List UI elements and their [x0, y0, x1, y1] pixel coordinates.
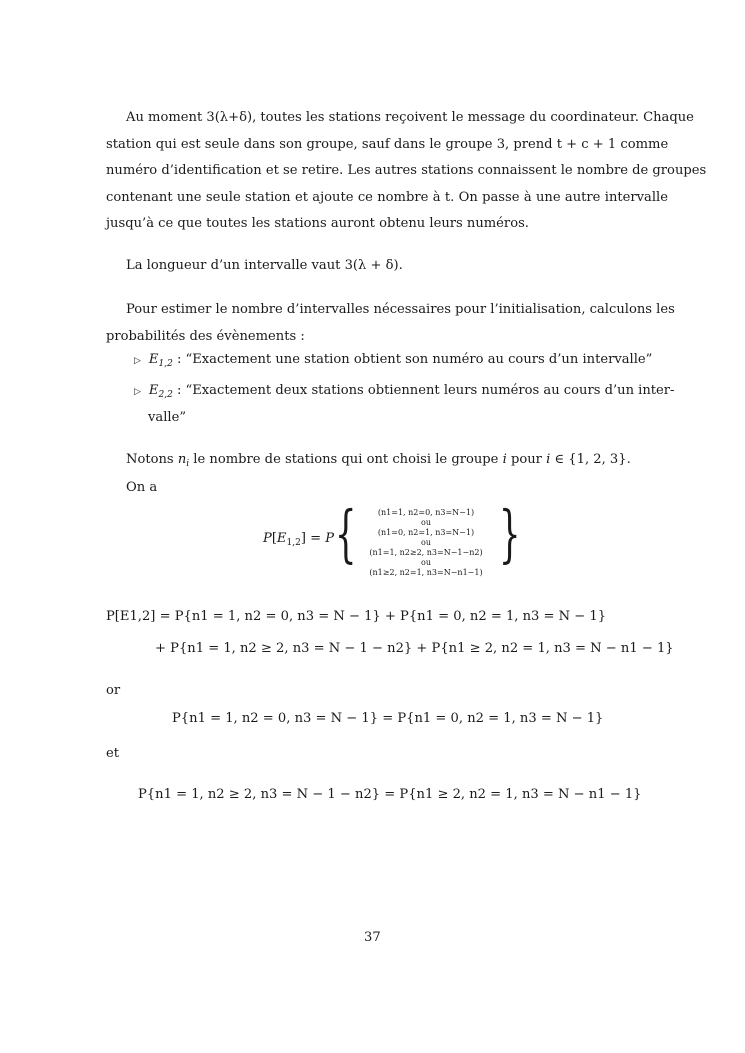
case-row: (n1=1, n2=0, n3=N−1)	[377, 508, 475, 517]
paragraph-line: Pour estimer le nombre d’intervalles nécessaires pour l’initialisation, calculons les	[126, 302, 675, 317]
equation-cases	[352, 508, 500, 578]
paragraph-interval-length: La longueur d’un intervalle vaut 3(λ + δ).	[126, 258, 403, 273]
case-separator: ou	[421, 538, 431, 547]
case-row: (n1≥2, n2=1, n3=N−n1−1)	[369, 568, 483, 577]
right-brace-icon: }	[498, 497, 521, 570]
word-et: et	[106, 746, 120, 761]
bullet-text: : “Exactement une station obtient son numéro au cours d’un intervalle”	[172, 352, 653, 367]
case-separator: ou	[421, 558, 431, 567]
paragraph-line: probabilités des évènements :	[106, 328, 305, 344]
equation-lhs: $P[E_{1,2}] = P$	[263, 531, 335, 548]
equation-expansion-line1: P[E1,2] = P{n1 = 1, n2 = 0, n3 = N − 1} + P{n1 = 0, n2 = 1, n3 = N − 1}	[106, 609, 607, 624]
paragraph-line: Au moment 3(λ+δ), toutes les stations reçoivent le message du coordinateur. Chaque	[126, 110, 694, 125]
event-label: $E_{1,2}$	[148, 352, 173, 369]
page-number: 37	[364, 930, 381, 945]
word-or: or	[106, 683, 121, 698]
equation-expansion-line2: + P{n1 = 1, n2 ≥ 2, n3 = N − 1 − n2} + P{n1 ≥ 2, n2 = 1, n3 = N − n1 − 1}	[155, 641, 674, 656]
paragraph-on-a: On a	[126, 480, 158, 495]
paragraph-line: numéro d’identification et se retire. Les autres stations connaissent le nombre de groupes	[106, 163, 707, 179]
bullet-item-e12	[134, 352, 652, 367]
case-row: (n1=0, n2=1, n3=N−1)	[377, 528, 475, 537]
bullet-continuation: valle”	[148, 410, 187, 425]
left-brace-icon: {	[334, 497, 357, 570]
equation-equality-1: P{n1 = 1, n2 = 0, n3 = N − 1} = P{n1 = 0, n2 = 1, n3 = N − 1}	[172, 711, 604, 726]
bullet-item-e22	[134, 383, 675, 400]
triangle-bullet-icon: ▷	[134, 387, 141, 397]
equation-equality-2: P{n1 = 1, n2 ≥ 2, n3 = N − 1 − n2} = P{n1 ≥ 2, n2 = 1, n3 = N − n1 − 1}	[138, 787, 642, 802]
bullet-text: : “Exactement deux stations obtiennent leurs numéros au cours d’un inter-	[172, 383, 675, 398]
case-separator: ou	[421, 518, 431, 527]
event-label: $E_{2,2}$	[148, 383, 173, 400]
case-row: (n1=1, n2≥2, n3=N−1−n2)	[369, 548, 483, 557]
paragraph-line: jusqu’à ce que toutes les stations auront obtenu leurs numéros.	[106, 216, 529, 232]
paragraph-line: contenant une seule station et ajoute ce nombre à t. On passe à une autre intervalle	[106, 189, 668, 205]
paragraph-coordinator	[106, 105, 707, 238]
paragraph-notation: Notons $n_i$ le nombre de stations qui ont choisi le groupe i pour i ∈ {1, 2, 3}.	[126, 452, 631, 469]
paragraph-probabilities	[106, 297, 675, 350]
triangle-bullet-icon: ▷	[134, 356, 141, 366]
paragraph-line: station qui est seule dans son groupe, sauf dans le groupe 3, prend t + c + 1 comme	[106, 136, 669, 152]
